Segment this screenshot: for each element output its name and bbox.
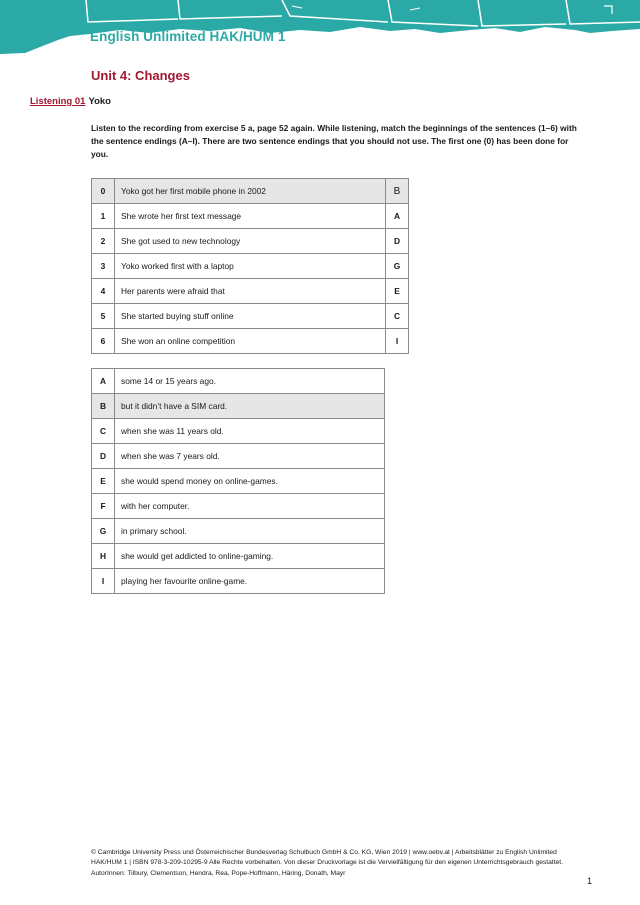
ending-text: playing her favourite online-game.: [115, 569, 385, 594]
ending-letter: A: [92, 369, 115, 394]
answer-cell[interactable]: I: [386, 329, 409, 354]
listening-heading: [30, 96, 111, 107]
table-row: [92, 204, 409, 229]
book-title: English Unlimited HAK/HUM 1: [90, 29, 286, 44]
unit-title: Unit 4: Changes: [91, 68, 190, 83]
ending-text: some 14 or 15 years ago.: [115, 369, 385, 394]
footer-copyright: © Cambridge University Press und Österreichischer Bundesverlag Schulbuch GmbH & Co. KG, Wien 2019 | www.oebv.at | Arbeitsblätter zu English Unlimited HAK/HUM 1 | ISBN 978-3-209-10295-9 Alle Rechte vorbehalten. Von dieser Druckvorlage ist die Vervielfältigung für den eigenen Unterrichtsgebrauch gestattet.: [91, 849, 563, 867]
table-row: [92, 544, 385, 569]
answer-cell: B: [386, 179, 409, 204]
beginnings-table: [91, 178, 409, 354]
footer-authors: AutorInnen: Tilbury, Clementson, Hendra, Rea, Pope-Hoffmann, Häring, Donath, Mayr: [91, 869, 346, 877]
ending-text: when she was 11 years old.: [115, 419, 385, 444]
ending-letter: B: [92, 394, 115, 419]
ending-text: but it didn’t have a SIM card.: [115, 394, 385, 419]
table-row: [92, 329, 409, 354]
listening-name: Yoko: [88, 96, 111, 107]
ending-text: she would get addicted to online-gaming.: [115, 544, 385, 569]
table-row: [92, 469, 385, 494]
table-row: [92, 254, 409, 279]
ending-text: she would spend money on online-games.: [115, 469, 385, 494]
beginning-text: Yoko got her first mobile phone in 2002: [115, 179, 386, 204]
beginning-number: 3: [92, 254, 115, 279]
table-row: [92, 304, 409, 329]
table-row: [92, 279, 409, 304]
ending-letter: F: [92, 494, 115, 519]
ending-text: when she was 7 years old.: [115, 444, 385, 469]
ending-letter: I: [92, 569, 115, 594]
table-row: [92, 229, 409, 254]
beginning-number: 4: [92, 279, 115, 304]
answer-cell[interactable]: D: [386, 229, 409, 254]
table-row: [92, 494, 385, 519]
ending-text: in primary school.: [115, 519, 385, 544]
beginning-number: 1: [92, 204, 115, 229]
beginning-text: She started buying stuff online: [115, 304, 386, 329]
listening-tag: Listening 01: [30, 96, 86, 107]
table-row: [92, 394, 385, 419]
ending-text: with her computer.: [115, 494, 385, 519]
page-number: 1: [587, 876, 593, 886]
beginning-number: 0: [92, 179, 115, 204]
ending-letter: E: [92, 469, 115, 494]
ending-letter: G: [92, 519, 115, 544]
beginning-text: She wrote her first text message: [115, 204, 386, 229]
table-row: [92, 444, 385, 469]
beginning-text: Her parents were afraid that: [115, 279, 386, 304]
table-row: [92, 419, 385, 444]
beginning-number: 2: [92, 229, 115, 254]
answer-cell[interactable]: G: [386, 254, 409, 279]
footer: [91, 848, 581, 879]
answer-cell[interactable]: E: [386, 279, 409, 304]
beginning-text: She got used to new technology: [115, 229, 386, 254]
answer-cell[interactable]: C: [386, 304, 409, 329]
answer-cell[interactable]: A: [386, 204, 409, 229]
ending-letter: H: [92, 544, 115, 569]
ending-letter: D: [92, 444, 115, 469]
beginning-text: Yoko worked first with a laptop: [115, 254, 386, 279]
endings-table: [91, 368, 385, 594]
ending-letter: C: [92, 419, 115, 444]
table-row: [92, 519, 385, 544]
table-row: [92, 179, 409, 204]
instructions: Listen to the recording from exercise 5 a, page 52 again. While listening, match the beginnings of the sentences (1–6) with the sentence endings (A–I). There are two sentence endings that you should not use. The first one (0) has been done for you.: [91, 123, 577, 159]
beginning-text: She won an online competition: [115, 329, 386, 354]
beginning-number: 5: [92, 304, 115, 329]
table-row: [92, 569, 385, 594]
beginning-number: 6: [92, 329, 115, 354]
table-row: [92, 369, 385, 394]
